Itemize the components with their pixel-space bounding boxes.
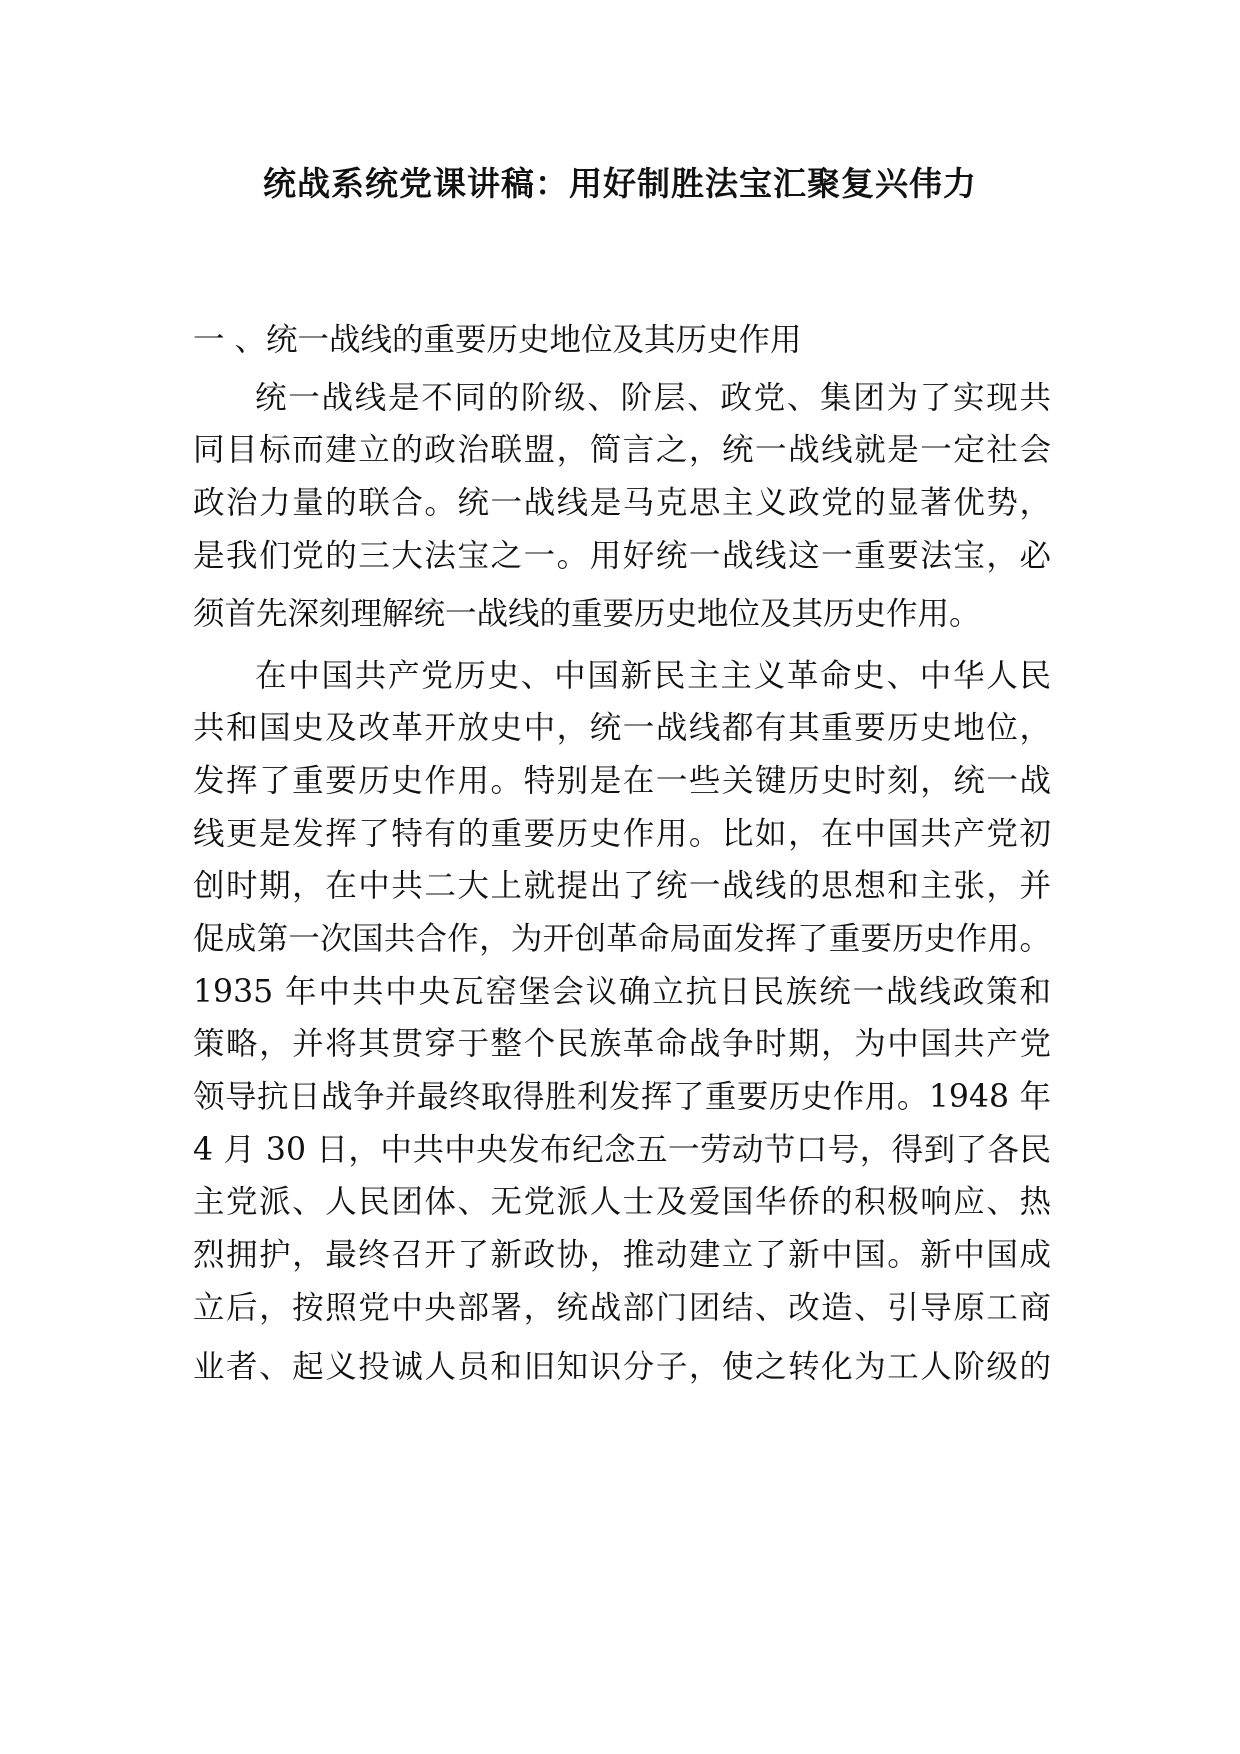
paragraph-line: 须首先深刻理解统一战线的重要历史地位及其历史作用。 (193, 596, 981, 632)
paragraph-line: 烈拥护，最终召开了新政协，推动建立了新中国。新中国成 (193, 1237, 1051, 1273)
paragraph-line: 领导抗日战争并最终取得胜利发挥了重要历史作用。1948 年 (193, 1079, 1051, 1115)
paragraph-line: 线更是发挥了特有的重要历史作用。比如，在中国共产党初 (193, 816, 1051, 852)
paragraph-line: 促成第一次国共合作，为开创革命局面发挥了重要历史作用。 (193, 921, 1051, 957)
document-title: 统战系统党课讲稿：用好制胜法宝汇聚复兴伟力 (263, 164, 977, 203)
paragraph-line: 立后，按照党中央部署，统战部门团结、改造、引导原工商 (193, 1290, 1051, 1326)
paragraph-line: 业者、起义投诚人员和旧知识分子，使之转化为工人阶级的 (193, 1349, 1051, 1385)
paragraph-line: 主党派、人民团体、无党派人士及爱国华侨的积极响应、热 (193, 1184, 1051, 1220)
paragraph-line: 政治力量的联合。统一战线是马克思主义政党的显著优势， (193, 485, 1051, 521)
paragraph-line: 共和国史及改革开放史中，统一战线都有其重要历史地位， (193, 710, 1051, 746)
paragraph-line: 1935 年中共中央瓦窑堡会议确立抗日民族统一战线政策和 (193, 974, 1051, 1010)
section-heading: 一 、统一战线的重要历史地位及其历史作用 (193, 322, 802, 358)
paragraph-line: 策略，并将其贯穿于整个民族革命战争时期，为中国共产党 (193, 1026, 1051, 1062)
paragraph-line: 统一战线是不同的阶级、阶层、政党、集团为了实现共 (255, 380, 1051, 416)
paragraph-line: 同目标而建立的政治联盟，简言之，统一战线就是一定社会 (193, 432, 1051, 468)
paragraph-line: 创时期，在中共二大上就提出了统一战线的思想和主张，并 (193, 868, 1051, 904)
paragraph-line: 发挥了重要历史作用。特别是在一些关键历史时刻，统一战 (193, 763, 1051, 799)
paragraph-line: 在中国共产党历史、中国新民主主义革命史、中华人民 (255, 658, 1051, 694)
paragraph-line: 4 月 30 日，中共中央发布纪念五一劳动节口号，得到了各民 (193, 1132, 1051, 1168)
paragraph-line: 是我们党的三大法宝之一。用好统一战线这一重要法宝，必 (193, 538, 1051, 574)
